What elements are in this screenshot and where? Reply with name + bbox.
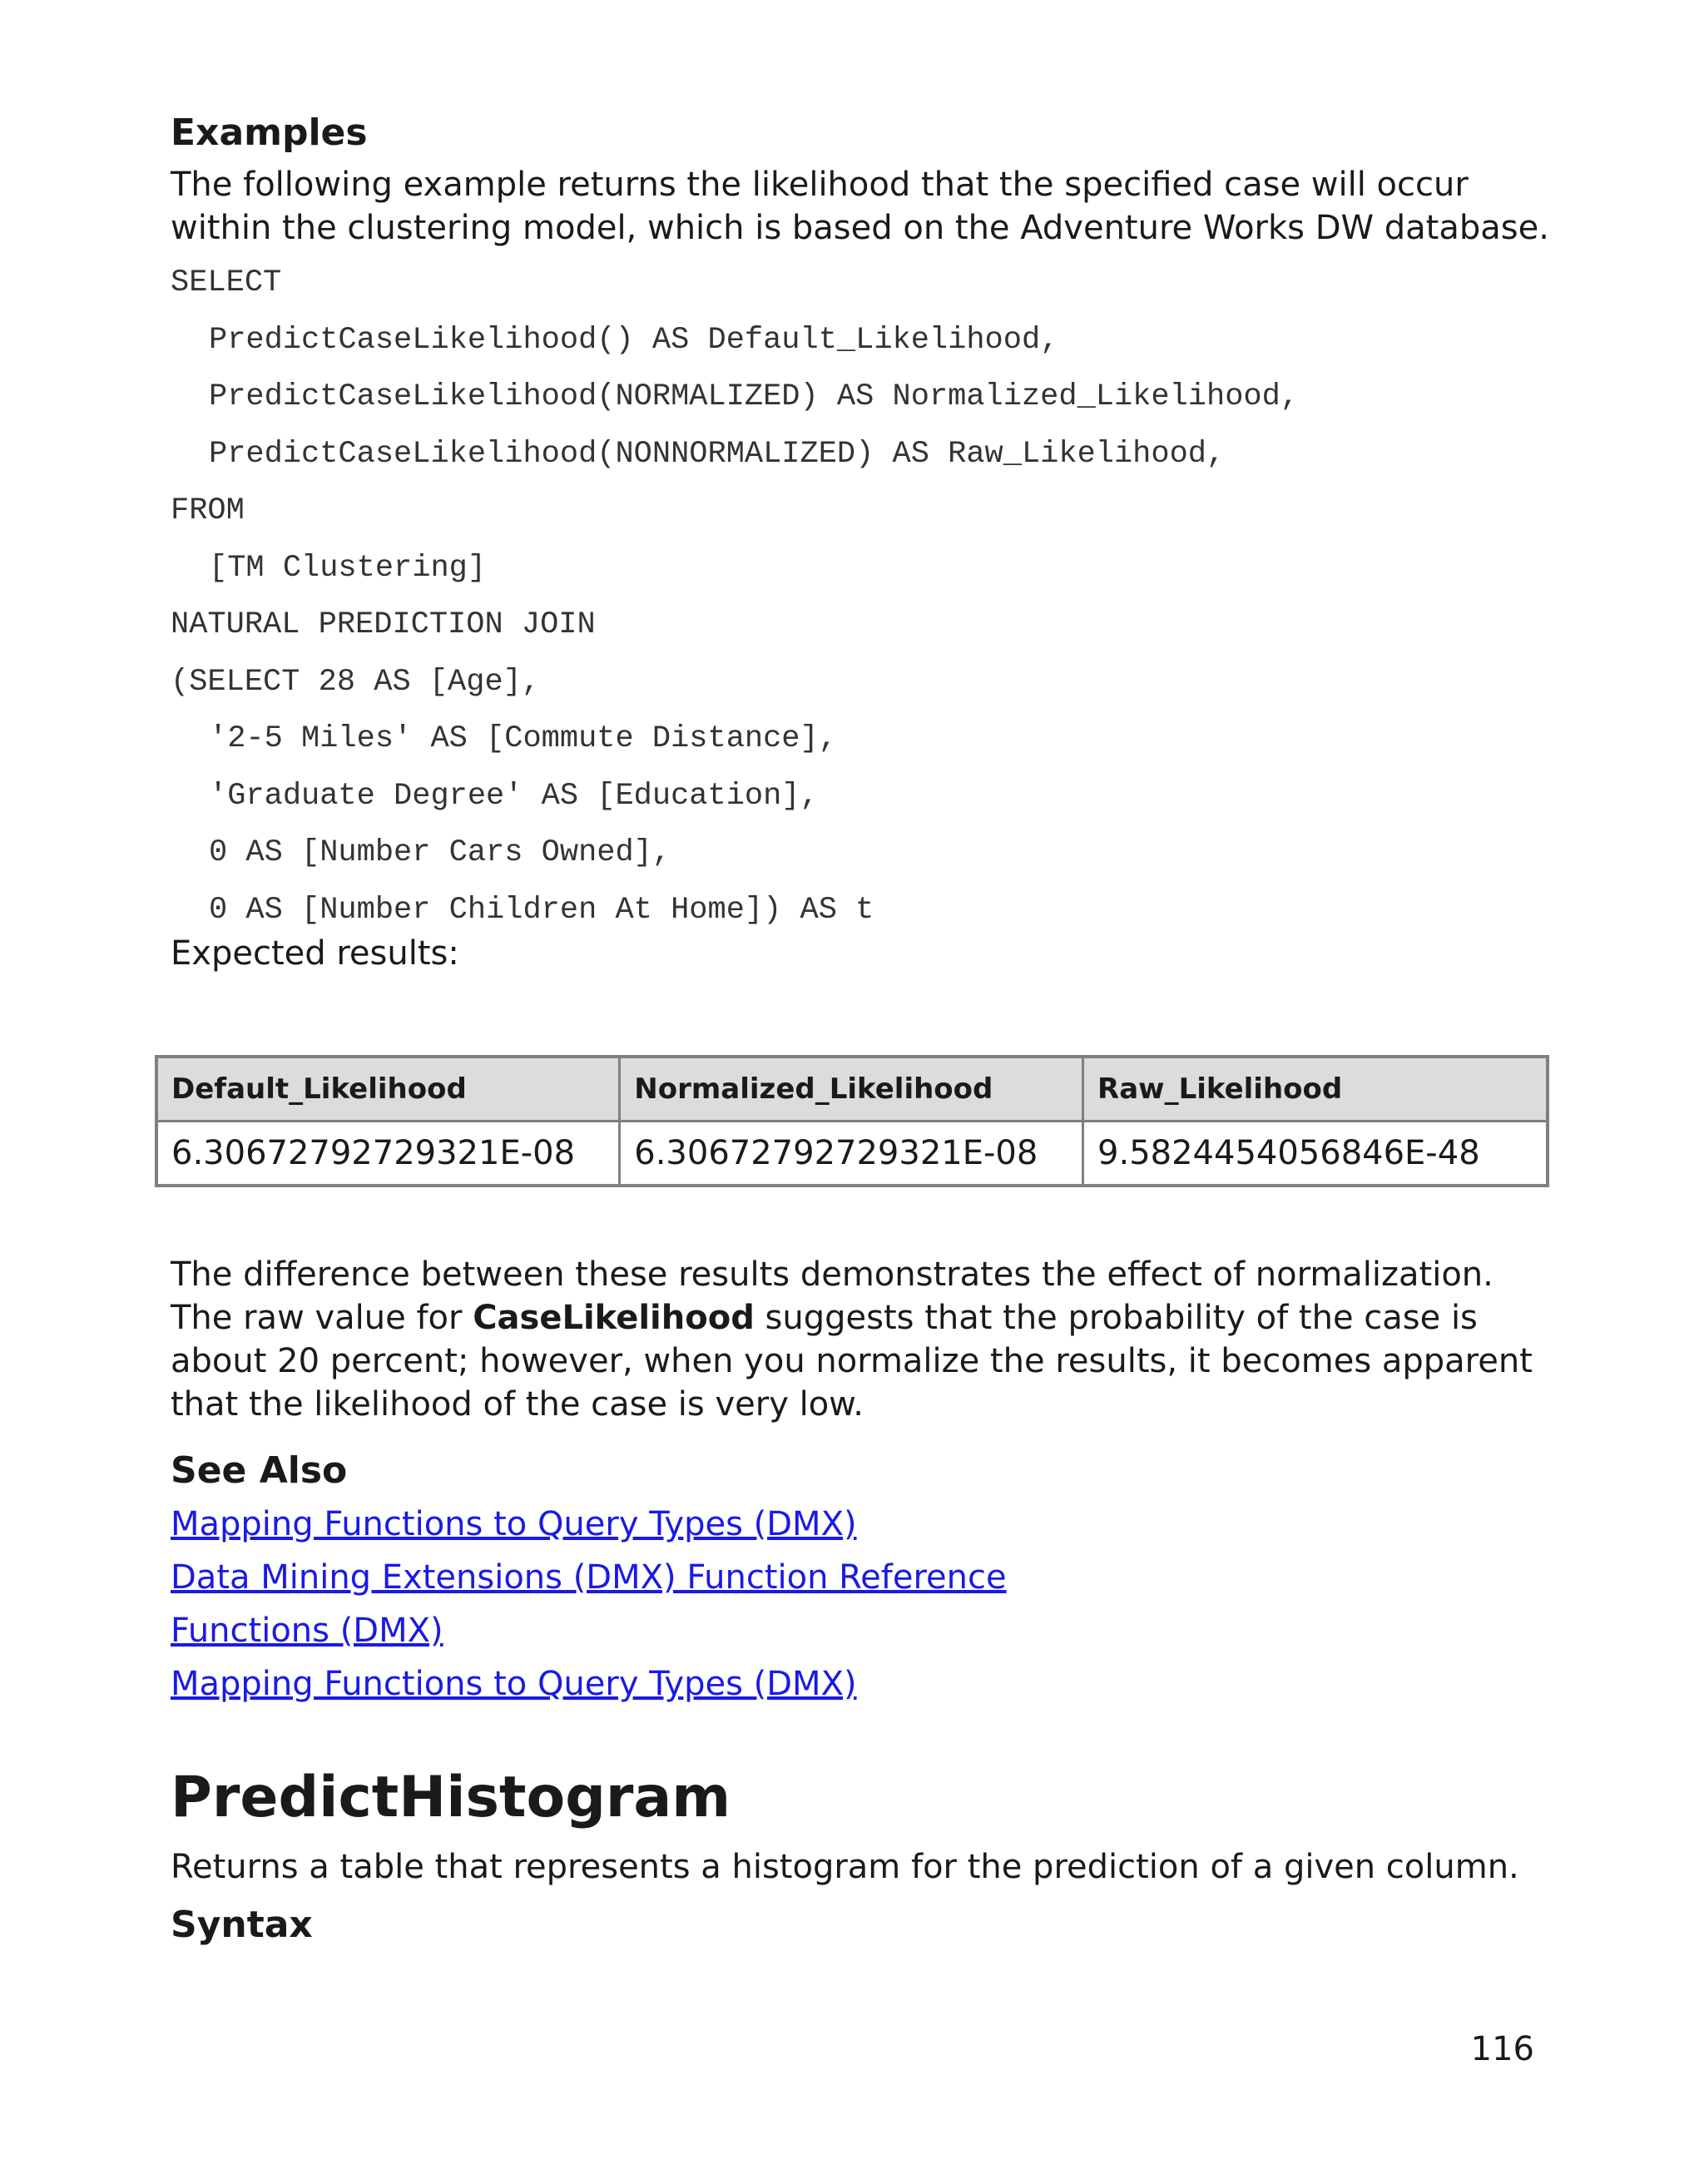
predict-histogram-description: Returns a table that represents a histogram for the prediction of a given column. <box>171 1848 1519 1886</box>
see-also-links <box>171 1498 1552 1711</box>
code-line: 'Graduate Degree' AS [Education], <box>209 778 819 814</box>
explanation-bold-term: CaseLikelihood <box>473 1299 755 1337</box>
page-number: 116 <box>1470 2030 1534 2068</box>
examples-heading: Examples <box>171 111 368 154</box>
table-header-cell: Default_Likelihood <box>156 1057 620 1122</box>
code-line: 0 AS [Number Cars Owned], <box>209 835 671 870</box>
explanation-text: suggests that the probability of the case is about 20 percent; however, when you normalize the results, it becomes apparent that the likelihood of the case is very low. <box>171 1299 1533 1424</box>
code-line: SELECT <box>171 265 282 300</box>
expected-results-label: Expected results: <box>171 934 459 973</box>
page-content <box>171 106 1552 975</box>
table-header-cell: Normalized_Likelihood <box>620 1057 1083 1122</box>
lower-content <box>171 1253 1552 1952</box>
code-line: PredictCaseLikelihood(NONNORMALIZED) AS Raw_Likelihood, <box>209 436 1226 472</box>
see-also-heading: See Also <box>171 1449 348 1492</box>
code-line: [TM Clustering] <box>209 550 487 586</box>
table-header-row <box>156 1057 1548 1122</box>
examples-intro: The following example returns the likelihood that the specified case will occur within the clustering model, which is based on the Adventure Works DW database. <box>171 166 1549 247</box>
table-cell: 9.5824454056846E-48 <box>1083 1122 1548 1186</box>
table-header-cell: Raw_Likelihood <box>1083 1057 1548 1122</box>
code-line: '2-5 Miles' AS [Commute Distance], <box>209 721 837 756</box>
explanation-text: The difference between these results demonstrates the effect of normalization. The raw value for <box>171 1255 1493 1337</box>
see-also-link[interactable]: Data Mining Extensions (DMX) Function Reference <box>171 1558 1007 1597</box>
see-also-link[interactable]: Mapping Functions to Query Types (DMX) <box>171 1505 857 1543</box>
code-line: (SELECT 28 AS [Age], <box>171 664 541 700</box>
code-line: PredictCaseLikelihood() AS Default_Likelihood, <box>209 322 1059 358</box>
see-also-link[interactable]: Functions (DMX) <box>171 1612 443 1650</box>
code-line: PredictCaseLikelihood(NORMALIZED) AS Normalized_Likelihood, <box>209 379 1300 414</box>
explanation-paragraph <box>171 1253 1552 1426</box>
table-cell: 6.30672792729321E-08 <box>156 1122 620 1186</box>
code-line: 0 AS [Number Children At Home]) AS t <box>209 892 874 928</box>
code-line: NATURAL PREDICTION JOIN <box>171 607 596 642</box>
code-block <box>171 255 1552 938</box>
syntax-heading: Syntax <box>171 1904 313 1946</box>
table-row <box>156 1122 1548 1186</box>
see-also-link[interactable]: Mapping Functions to Query Types (DMX) <box>171 1665 857 1703</box>
code-line: FROM <box>171 493 245 528</box>
predict-histogram-title: PredictHistogram <box>171 1765 731 1830</box>
table-cell: 6.30672792729321E-08 <box>620 1122 1083 1186</box>
results-table <box>155 1055 1549 1187</box>
